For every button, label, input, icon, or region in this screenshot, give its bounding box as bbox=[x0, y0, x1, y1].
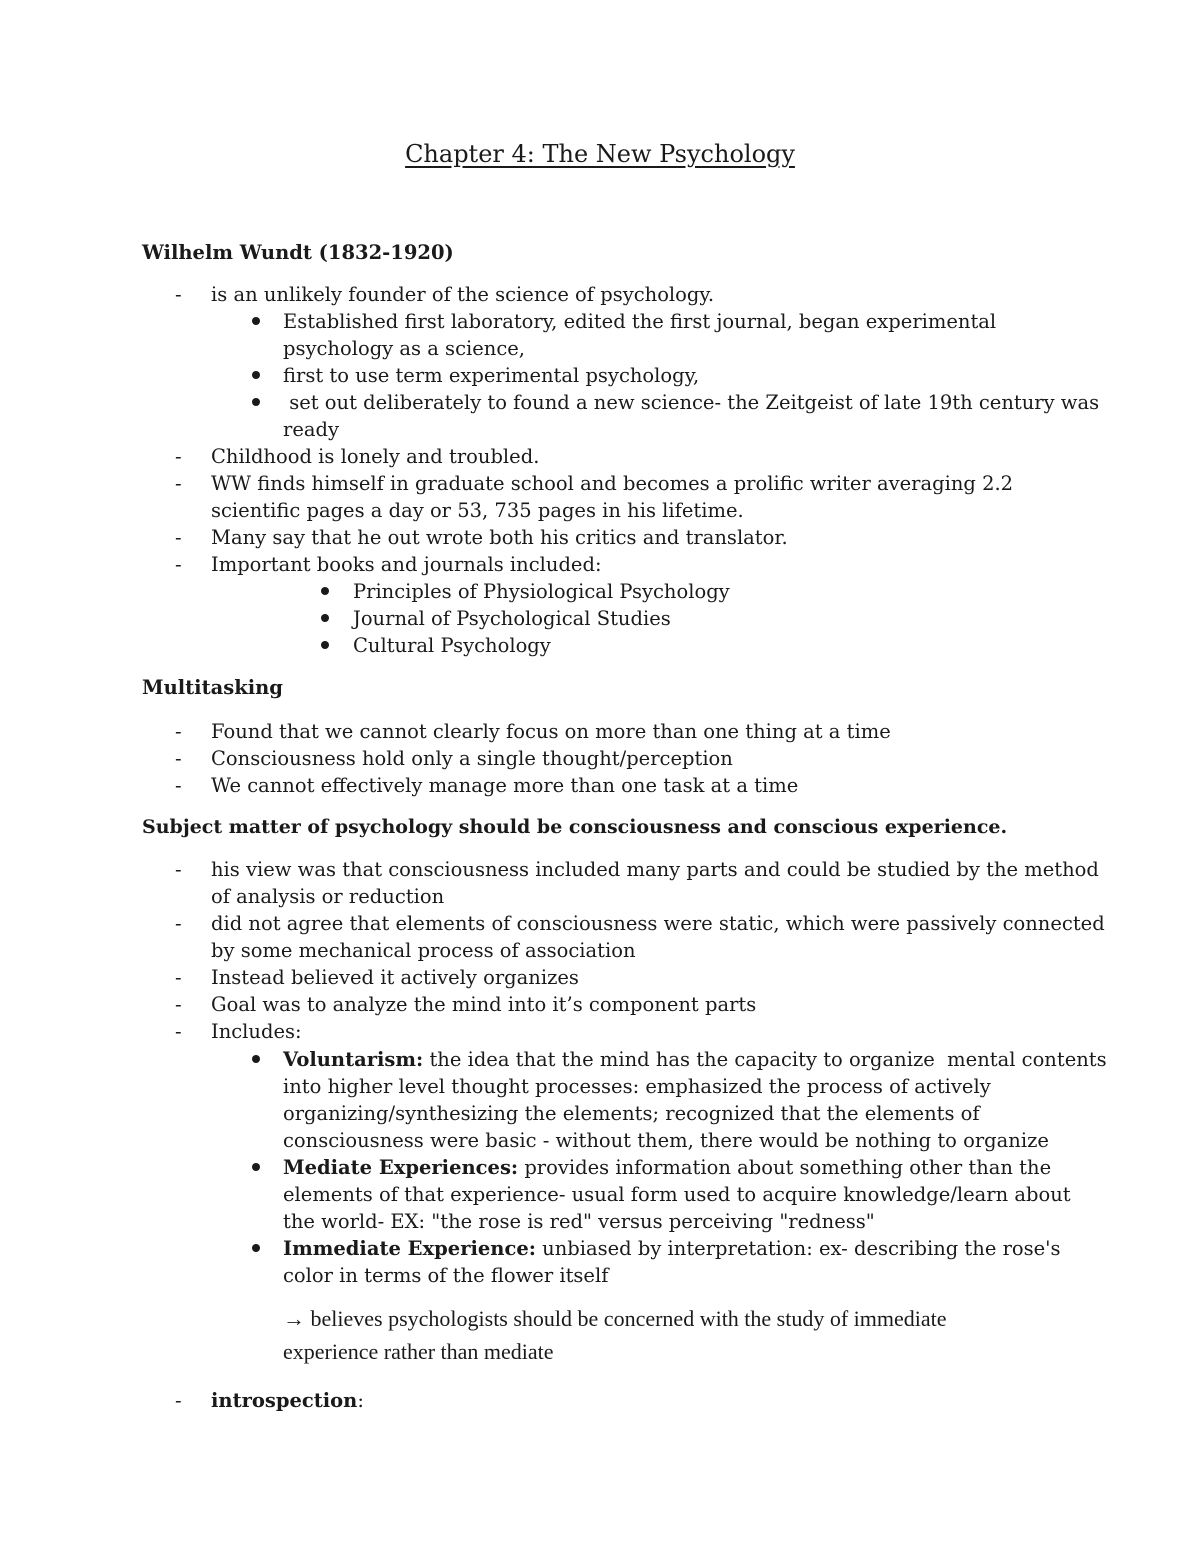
page-title: Chapter 4: The New Psychology bbox=[405, 140, 795, 168]
list-item-continuation: psychology as a science, bbox=[283, 337, 525, 360]
list-item: Childhood is lonely and troubled. bbox=[211, 445, 540, 468]
list-item-continuation: of analysis or reduction bbox=[211, 885, 445, 908]
bullet-icon bbox=[252, 1055, 260, 1063]
book-item: Cultural Psychology bbox=[353, 634, 551, 657]
introspection-term: introspection bbox=[211, 1389, 358, 1412]
bullet-icon bbox=[321, 641, 329, 649]
list-dash: - bbox=[175, 993, 182, 1016]
list-item-continuation: color in terms of the flower itself bbox=[283, 1264, 609, 1287]
mediate-term: Mediate Experiences: bbox=[283, 1156, 519, 1179]
list-item: Includes: bbox=[211, 1020, 302, 1043]
introspection-item bbox=[211, 1387, 364, 1414]
list-item-continuation: into higher level thought processes: emphasized the process of actively bbox=[283, 1075, 991, 1098]
list-dash: - bbox=[175, 472, 182, 495]
list-item: Goal was to analyze the mind into it’s component parts bbox=[211, 993, 757, 1016]
voluntarism-term: Voluntarism: bbox=[283, 1048, 424, 1071]
mediate-item bbox=[283, 1154, 1051, 1181]
section-heading-multitasking: Multitasking bbox=[142, 676, 283, 699]
list-dash: - bbox=[175, 283, 182, 306]
arrow-note-continuation: experience rather than mediate bbox=[283, 1339, 554, 1364]
list-dash: - bbox=[175, 966, 182, 989]
list-dash: - bbox=[175, 858, 182, 881]
list-dash: - bbox=[175, 553, 182, 576]
bullet-icon bbox=[252, 398, 260, 406]
list-dash: - bbox=[175, 1020, 182, 1043]
list-item: Important books and journals included: bbox=[211, 553, 602, 576]
book-item: Principles of Physiological Psychology bbox=[353, 580, 730, 603]
list-item: WW finds himself in graduate school and becomes a prolific writer averaging 2.2 bbox=[211, 472, 1014, 495]
voluntarism-text: the idea that the mind has the capacity to organize mental contents bbox=[423, 1048, 1107, 1071]
list-item: We cannot effectively manage more than one task at a time bbox=[211, 774, 799, 797]
arrow-note: → believes psychologists should be concerned with the study of immediate bbox=[283, 1306, 947, 1331]
immediate-text: unbiased by interpretation: ex- describing the rose's bbox=[535, 1237, 1061, 1260]
immediate-term: Immediate Experience: bbox=[283, 1237, 536, 1260]
list-dash: - bbox=[175, 774, 182, 797]
list-item-continuation: organizing/synthesizing the elements; recognized that the elements of bbox=[283, 1102, 980, 1125]
list-dash: - bbox=[175, 720, 182, 743]
list-item-continuation: the world- EX: "the rose is red" versus perceiving "redness" bbox=[283, 1210, 875, 1233]
list-item: is an unlikely founder of the science of psychology. bbox=[211, 283, 715, 306]
list-item-continuation: by some mechanical process of association bbox=[211, 939, 636, 962]
list-item-continuation: consciousness were basic - without them, there would be nothing to organize bbox=[283, 1129, 1049, 1152]
bullet-icon bbox=[252, 1244, 260, 1252]
list-dash: - bbox=[175, 1389, 182, 1412]
list-item: Established first laboratory, edited the first journal, began experimental bbox=[283, 310, 997, 333]
section-heading-subject-matter: Subject matter of psychology should be consciousness and conscious experience. bbox=[142, 816, 1008, 838]
list-item: Many say that he out wrote both his critics and translator. bbox=[211, 526, 788, 549]
list-item: Found that we cannot clearly focus on more than one thing at a time bbox=[211, 720, 891, 743]
bullet-icon bbox=[321, 614, 329, 622]
introspection-colon: : bbox=[357, 1389, 364, 1412]
list-item-continuation: ready bbox=[283, 418, 339, 441]
book-item: Journal of Psychological Studies bbox=[353, 607, 671, 630]
list-dash: - bbox=[175, 747, 182, 770]
list-dash: - bbox=[175, 445, 182, 468]
bullet-icon bbox=[252, 1163, 260, 1171]
bullet-icon bbox=[321, 587, 329, 595]
immediate-item bbox=[283, 1235, 1061, 1262]
list-item: set out deliberately to found a new science- the Zeitgeist of late 19th century was bbox=[283, 391, 1100, 414]
bullet-icon bbox=[252, 317, 260, 325]
list-item: first to use term experimental psychology, bbox=[283, 364, 700, 387]
list-dash: - bbox=[175, 912, 182, 935]
list-item: Consciousness hold only a single thought/perception bbox=[211, 747, 733, 770]
list-item: did not agree that elements of consciousness were static, which were passively connected bbox=[211, 912, 1105, 935]
voluntarism-item bbox=[283, 1046, 1107, 1073]
list-item-continuation: scientific pages a day or 53, 735 pages in his lifetime. bbox=[211, 499, 744, 522]
bullet-icon bbox=[252, 371, 260, 379]
list-item: Instead believed it actively organizes bbox=[211, 966, 579, 989]
section-heading-wundt: Wilhelm Wundt (1832-1920) bbox=[142, 241, 454, 264]
list-item: his view was that consciousness included many parts and could be studied by the method bbox=[211, 858, 1099, 881]
list-item-continuation: elements of that experience- usual form used to acquire knowledge/learn about bbox=[283, 1183, 1071, 1206]
mediate-text: provides information about something other than the bbox=[518, 1156, 1052, 1179]
list-dash: - bbox=[175, 526, 182, 549]
